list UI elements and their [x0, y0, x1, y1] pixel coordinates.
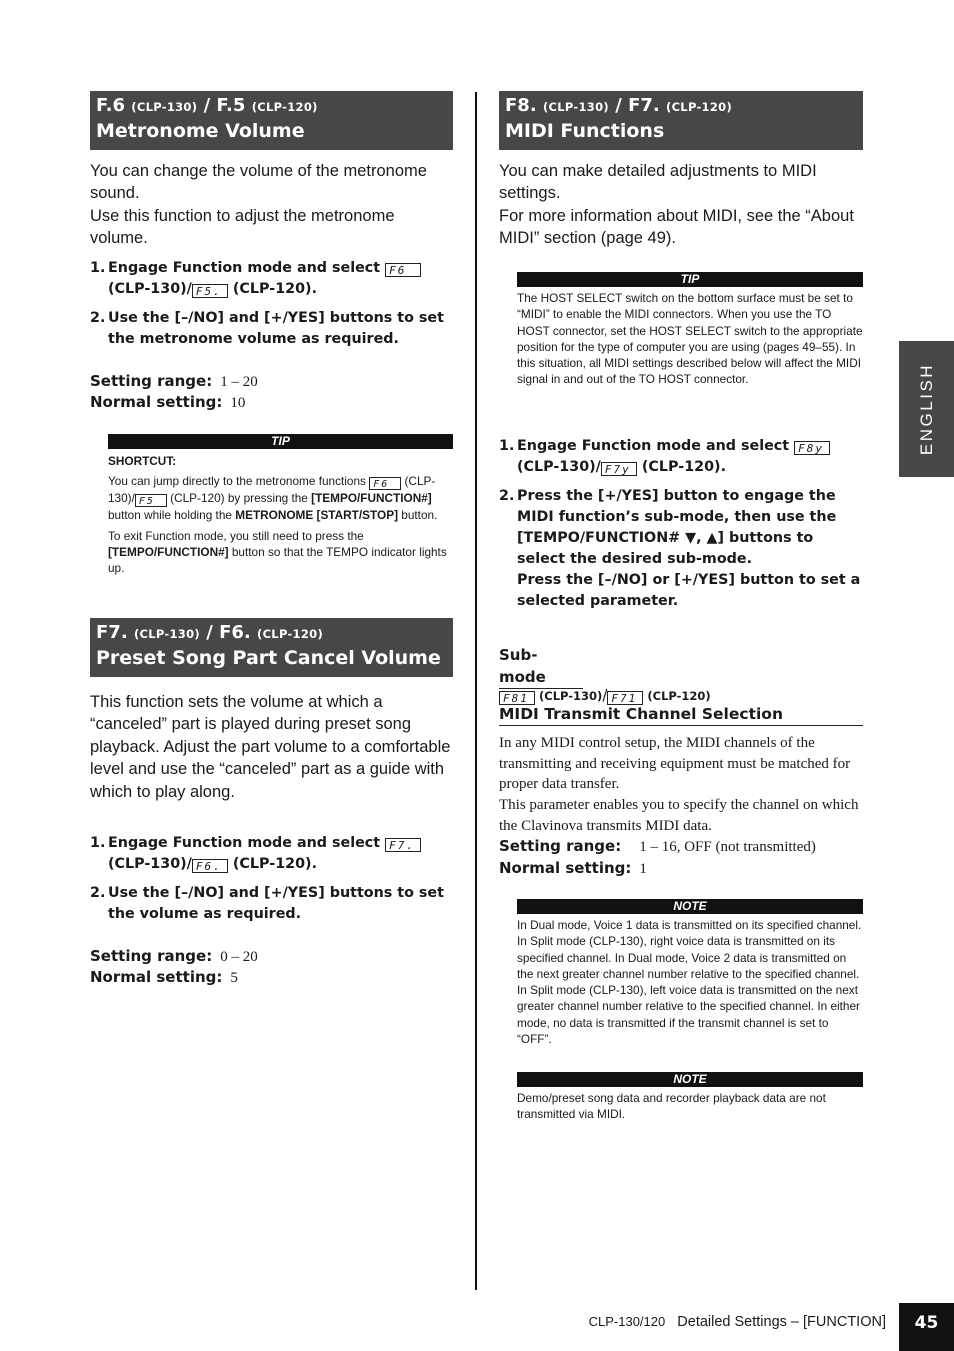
step-text: Engage Function mode and select: [108, 835, 381, 851]
tip-paragraph: [108, 528, 453, 577]
footer-section: Detailed Settings – [FUNCTION]: [677, 1314, 886, 1330]
step-number: 2.: [90, 310, 106, 326]
tip-text: button.: [401, 508, 438, 523]
model-label: (CLP-120): [647, 689, 711, 703]
lcd-display: F8y: [794, 441, 830, 455]
note-label: NOTE: [517, 1072, 863, 1087]
lcd-display: F5: [135, 494, 167, 507]
normal-setting-value: 1: [639, 861, 647, 877]
tip-paragraph: The HOST SELECT switch on the bottom surface must be set to “MIDI” to enable the MIDI connectors. When you use the TO HOST connector, set the HOST SELECT switch to the appropriate position for the type of computer you are using (pages 49–55). In this situation, all MIDI settings described below will affect the MIDI signal in and out of the TO HOST connector.: [517, 291, 863, 387]
language-tab: [899, 341, 954, 477]
submode-description: [499, 733, 863, 837]
setting-range-label: Setting range:: [90, 947, 213, 965]
tip-paragraph: [108, 473, 453, 523]
description-paragraph: In any MIDI control setup, the MIDI channels of the transmitting and receiving equipment must be matched for proper data transfer.: [499, 735, 851, 793]
step-text: Use the [–/NO] and [+/YES] buttons to set the metronome volume as required.: [108, 310, 444, 347]
tip-text: (CLP-130)/: [108, 474, 436, 506]
step-text: (CLP-120).: [232, 856, 317, 872]
step-text: (CLP-120).: [232, 281, 317, 297]
model-label: (CLP-120): [251, 100, 318, 114]
description-paragraph: This parameter enables you to specify the channel on which the Clavinova transmits MIDI data.: [499, 797, 859, 834]
button-name: METRONOME [START/STOP]: [235, 508, 398, 523]
function-code: F6.: [219, 622, 251, 643]
normal-setting-value: 5: [230, 970, 238, 986]
normal-setting-label: Normal setting:: [499, 859, 632, 877]
step-item: [90, 258, 453, 300]
column-divider: [475, 92, 477, 1290]
submode-title: MIDI Transmit Channel Selection: [499, 703, 863, 726]
lcd-display: F6.: [192, 859, 228, 873]
note-paragraph: In Dual mode, Voice 1 data is transmitted on its specified channel. In Split mode (CLP-130), right voice data is transmitted on its specified channel. In Dual mode, Voice 2 data is transmitted on the next greater channel number relative to the specified channel. In Split mode (CLP-130), left voice data is transmitted on the next greater channel number relative to the specified channel. In either mode, no data is transmitted if the transmit channel is set to “OFF”.: [517, 918, 862, 1047]
tip-text: button while holding the: [108, 508, 232, 523]
model-label: (CLP-120): [257, 627, 323, 641]
page-footer: [520, 1312, 886, 1332]
section-title: Preset Song Part Cancel Volume: [96, 647, 441, 669]
note-paragraph: Demo/preset song data and recorder playback data are not transmitted via MIDI.: [517, 1091, 826, 1122]
tip-label: TIP: [517, 272, 863, 287]
metronome-tip: [108, 434, 453, 576]
intro-paragraph: For more information about MIDI, see the “About MIDI” section (page 49).: [499, 206, 854, 248]
setting-range-value: 0 – 20: [220, 949, 258, 965]
lcd-display: F6: [369, 477, 401, 490]
button-name: [TEMPO/FUNCTION#]: [311, 491, 432, 506]
button-name: [TEMPO/FUNCTION#]: [108, 544, 229, 559]
function-code: F.5: [216, 95, 246, 116]
midi-note-2: [517, 1072, 863, 1123]
function-code: F.6: [96, 95, 126, 116]
preset-intro: [90, 691, 453, 803]
step-text: Use the [–/NO] and [+/YES] buttons to set the volume as required.: [108, 885, 444, 922]
preset-song-header: F7. (CLP-130) / F6. (CLP-120) Preset Song Part Cancel Volume: [90, 618, 453, 677]
setting-range-value: 1 – 16, OFF (not transmitted): [639, 839, 816, 855]
step-item: [90, 308, 453, 350]
function-code: F7.: [96, 622, 128, 643]
tip-text: To exit Function mode, you still need to press the: [108, 528, 364, 543]
intro-paragraph: Use this function to adjust the metronome volume.: [90, 206, 395, 248]
step-text: Press the [+/YES] button to engage the MIDI function’s sub-mode, then use the [TEMPO/FUNCTION# ▼, ▲] buttons to select the desired sub-mode.: [517, 488, 837, 567]
step-item: [499, 436, 863, 478]
model-label: (CLP-130): [133, 627, 200, 641]
midi-steps: [499, 436, 863, 620]
step-item: [90, 833, 453, 875]
model-label: (CLP-130): [539, 689, 603, 703]
step-number: 1.: [499, 438, 515, 454]
setting-range-label: Setting range:: [499, 837, 622, 855]
midi-intro: [499, 160, 863, 250]
step-text: Engage Function mode and select: [517, 438, 790, 454]
step-item: [499, 486, 863, 612]
normal-setting-label: Normal setting:: [90, 393, 223, 411]
model-label: (CLP-130): [131, 100, 198, 114]
footer-model: CLP-130/120: [588, 1314, 666, 1329]
tip-text: You can jump directly to the metronome functions: [108, 474, 366, 489]
tip-label: TIP: [108, 434, 453, 449]
metronome-settings: [90, 371, 453, 413]
metronome-intro: [90, 160, 453, 250]
tip-heading: SHORTCUT:: [108, 454, 177, 468]
midi-functions-header: F8. (CLP-130) / F7. (CLP-120) MIDI Functions: [499, 91, 863, 150]
lcd-display: F7y: [601, 462, 637, 476]
section-title: Metronome Volume: [96, 120, 305, 142]
preset-steps: [90, 833, 453, 933]
step-text: (CLP-130)/: [517, 459, 601, 475]
language-label: ENGLISH: [916, 362, 936, 456]
normal-setting-value: 10: [230, 395, 246, 411]
intro-paragraph: You can make detailed adjustments to MIDI settings.: [499, 162, 817, 203]
separator: /: [602, 686, 608, 704]
metronome-steps: [90, 258, 453, 358]
lcd-display: F81: [499, 691, 535, 705]
lcd-display: F5.: [192, 284, 228, 298]
function-code: F8.: [505, 95, 537, 116]
midi-settings: [499, 836, 863, 880]
step-text: (CLP-130)/: [108, 281, 192, 297]
setting-range-value: 1 – 20: [220, 374, 258, 390]
preset-settings: [90, 946, 453, 988]
step-number: 2.: [90, 885, 106, 901]
lcd-display: F71: [607, 691, 643, 705]
tip-text: button so that the TEMPO indicator lights up.: [108, 544, 447, 576]
normal-setting-label: Normal setting:: [90, 968, 223, 986]
midi-note-1: [517, 899, 863, 1047]
setting-range-label: Setting range:: [90, 372, 213, 390]
step-text: (CLP-130)/: [108, 856, 192, 872]
lcd-display: F6: [385, 263, 421, 277]
note-label: NOTE: [517, 899, 863, 914]
metronome-volume-header: F.6 (CLP-130) / F.5 (CLP-120) Metronome Volume: [90, 91, 453, 150]
model-label: (CLP-120): [666, 100, 732, 114]
midi-tip: [517, 272, 863, 388]
step-number: 1.: [90, 260, 106, 276]
step-number: 1.: [90, 835, 106, 851]
step-number: 2.: [499, 488, 515, 504]
step-item: [90, 883, 453, 925]
step-text: Press the [–/NO] or [+/YES] button to set a selected parameter.: [517, 572, 861, 609]
model-label: (CLP-130): [542, 100, 609, 114]
lcd-display: F7.: [385, 838, 421, 852]
tip-text: (CLP-120) by pressing the: [170, 491, 308, 506]
step-text: Engage Function mode and select: [108, 260, 381, 276]
step-text: (CLP-120).: [641, 459, 726, 475]
section-title: MIDI Functions: [505, 120, 665, 142]
page-number: 45: [899, 1303, 954, 1351]
intro-paragraph: This function sets the volume at which a “canceled” part is played during preset song playback. Adjust the part volume to a comfortable level and use the “canceled” part as a guide with which to play along.: [90, 693, 451, 801]
intro-paragraph: You can change the volume of the metronome sound.: [90, 162, 427, 203]
function-code: F7.: [628, 95, 660, 116]
submode-heading: Sub-mode: [499, 644, 583, 689]
